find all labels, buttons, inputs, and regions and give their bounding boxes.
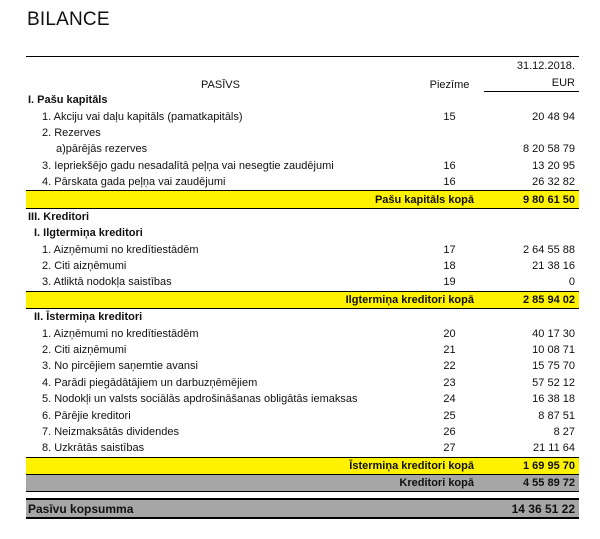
- long-term-total: [26, 291, 579, 308]
- row-label: 2. Rezerves: [42, 126, 101, 139]
- row-label: 4. Parādi piegādātājiem un darbuzņēmējiem: [42, 376, 258, 389]
- row-note: [415, 141, 484, 157]
- short-term-row: [26, 440, 579, 457]
- long-term-row: [26, 274, 579, 291]
- row-label: 3. Iepriekšējo gadu nesadalītā peļņa vai nesegtie zaudējumi: [42, 159, 334, 172]
- spacer-row: [26, 492, 579, 500]
- long-term-row: [26, 242, 579, 258]
- row-value: 21 11 64: [532, 442, 575, 455]
- row-value: 8 87 51: [538, 409, 575, 422]
- row-note: 16: [443, 159, 456, 172]
- subsection-title-row: [26, 309, 579, 326]
- equity-total-value: 9 80 61 50: [484, 191, 579, 208]
- row-label: 1. Aizņēmumi no kredītiestādēm: [42, 327, 199, 340]
- row-value: 40 17 30: [532, 327, 575, 340]
- short-term-total-value: 1 69 95 70: [484, 457, 579, 474]
- short-term-row: [26, 325, 579, 341]
- equity-row: [26, 125, 579, 141]
- grand-total-value: 14 36 51 22: [484, 499, 579, 518]
- long-term-total-label: Ilgtermiņa kreditori kopā: [26, 291, 484, 308]
- row-note: 26: [443, 426, 456, 438]
- short-term-row: [26, 375, 579, 391]
- short-term-row: [26, 391, 579, 407]
- row-note: 21: [443, 344, 456, 357]
- row-note: 17: [443, 243, 456, 256]
- subsection-title: I. Ilgtermiņa kreditori: [34, 227, 143, 240]
- row-label: 5. Nodokļi un valsts sociālās apdrošināšanas obligātās iemaksas: [42, 393, 358, 406]
- row-label: 4. Pārskata gada peļņa vai zaudējumi: [42, 176, 226, 189]
- row-note: 23: [443, 376, 456, 389]
- subsection-title-row: [26, 225, 579, 241]
- row-label: 2. Citi aizņēmumi: [42, 260, 127, 273]
- long-term-row: [26, 258, 579, 274]
- long-term-total-value: 2 85 94 02: [484, 291, 579, 308]
- row-note: 20: [443, 327, 456, 340]
- section-title-row: [26, 208, 579, 225]
- row-note: 22: [443, 360, 456, 373]
- short-term-row: [26, 342, 579, 358]
- row-value: [484, 125, 579, 141]
- row-note: 27: [443, 442, 456, 455]
- creditors-total-label: Kreditori kopā: [26, 474, 484, 491]
- row-note: [415, 125, 484, 141]
- header-note: Piezīme: [415, 57, 484, 92]
- row-label: 7. Neizmaksātās dividendes: [42, 426, 179, 438]
- row-value: 0: [568, 276, 575, 289]
- row-value: 10 08 71: [532, 344, 575, 357]
- header-pasivs: PASĪVS: [26, 57, 415, 92]
- row-note: 19: [443, 276, 456, 289]
- header-currency: EUR: [484, 74, 579, 92]
- row-value: 21 38 16: [532, 260, 575, 273]
- creditors-total-value: 4 55 89 72: [484, 474, 579, 491]
- row-label: 8. Uzkrātās saistības: [42, 442, 145, 455]
- row-note: 15: [443, 110, 456, 123]
- spacer: [26, 492, 579, 500]
- row-note: 18: [443, 260, 456, 273]
- section-title-row: [26, 92, 579, 109]
- header-row: [26, 57, 579, 75]
- grand-total-label: Pasīvu kopsumma: [26, 499, 484, 518]
- short-term-total: [26, 457, 579, 474]
- equity-row: [26, 108, 579, 124]
- row-label: 1. Akciju vai daļu kapitāls (pamatkapitāls): [42, 110, 243, 123]
- equity-total-label: Pašu kapitāls kopā: [26, 191, 484, 208]
- row-label: 3. Atliktā nodokļa saistības: [42, 276, 172, 289]
- row-value: 8 27: [553, 426, 575, 438]
- equity-row: [26, 158, 579, 174]
- row-label: 1. Aizņēmumi no kredītiestādēm: [42, 243, 199, 256]
- equity-total: [26, 191, 579, 208]
- balance-table: [26, 56, 579, 519]
- short-term-total-label: Īstermiņa kreditori kopā: [26, 457, 484, 474]
- section-title: III. Kreditori: [28, 210, 90, 223]
- section-title: I. Pašu kapitāls: [28, 94, 108, 107]
- creditors-total: [26, 474, 579, 491]
- row-label: 3. No pircējiem saņemtie avansi: [42, 360, 198, 373]
- row-value: 20 48 94: [532, 110, 575, 123]
- subsection-title: II. Īstermiņa kreditori: [34, 311, 143, 324]
- grand-total: [26, 499, 579, 518]
- row-value: 2 64 55 88: [523, 243, 575, 256]
- row-note: 24: [443, 393, 456, 406]
- row-value: 15 75 70: [532, 360, 575, 373]
- row-value: 57 52 12: [532, 376, 575, 389]
- row-value: 26 32 82: [532, 176, 575, 189]
- short-term-row: [26, 407, 579, 423]
- row-value: 16 38 18: [532, 393, 575, 406]
- row-label: 6. Pārējie kreditori: [42, 409, 131, 422]
- header-date: 31.12.2018.: [484, 57, 579, 75]
- row-label: a)pārējās rezerves: [56, 143, 148, 156]
- row-value: 13 20 95: [532, 159, 575, 172]
- equity-row: [26, 141, 579, 157]
- short-term-row: [26, 358, 579, 374]
- row-note: 16: [443, 176, 456, 189]
- row-note: 25: [443, 409, 456, 422]
- short-term-row: [26, 424, 579, 440]
- row-label: 2. Citi aizņēmumi: [42, 344, 127, 357]
- row-value: 8 20 58 79: [523, 143, 575, 156]
- equity-row: [26, 174, 579, 191]
- page-title: BILANCE: [27, 9, 110, 30]
